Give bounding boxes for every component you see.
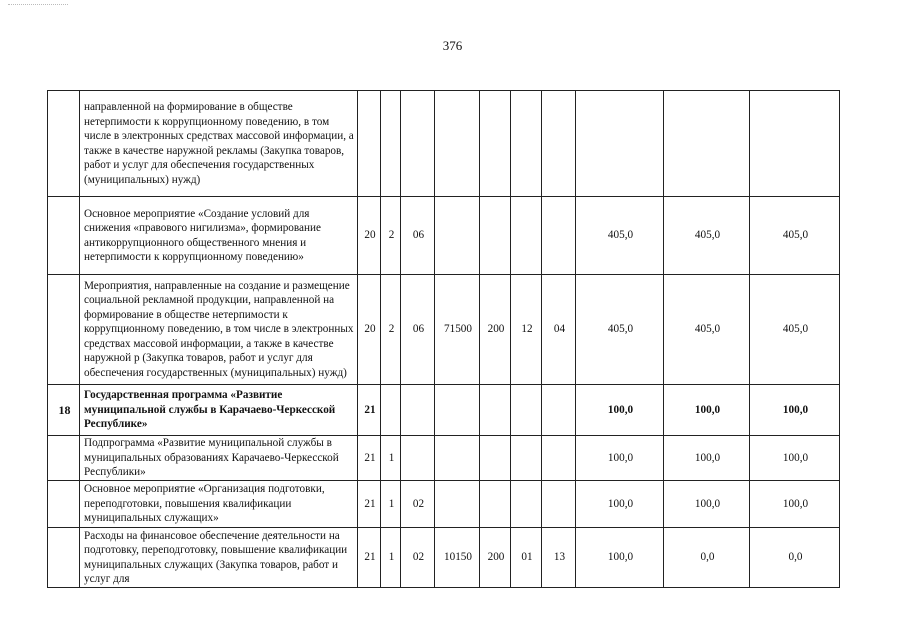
table-row [48, 197, 840, 275]
amount-year-1: 405,0 [576, 197, 664, 275]
code-direction [435, 385, 480, 436]
code-direction: 10150 [435, 528, 480, 588]
amount-year-3: 405,0 [750, 197, 840, 275]
budget-table [47, 90, 840, 588]
amount-year-1: 405,0 [576, 275, 664, 385]
code-subprogram: 1 [381, 481, 401, 528]
code-direction [435, 91, 480, 197]
row-number [48, 275, 80, 385]
row-description: направленной на формирование в обществе нетерпимости к коррупционному поведению, в том числе в электронных средствах массовой информации, а также в качестве наружной рекламы (Закупка товаров, работ и услуг для обеспечения государственных (муниципальных) нужд) [80, 91, 358, 197]
row-description: Расходы на финансовое обеспечение деятельности на подготовку, переподготовку, повышение квалификации муниципальных служащих (Закупка товаров, работ и услуг для [80, 528, 358, 588]
row-description: Мероприятия, направленные на создание и размещение социальной рекламной продукции, направленной на формирование в обществе нетерпимости к коррупционному поведению, в том числе в электронных средствах массовой информации, а также в качестве наружной р (Закупка товаров, работ и услуг для обеспечения государственных (муниципальных) нужд) [80, 275, 358, 385]
table-row [48, 275, 840, 385]
amount-year-2: 405,0 [664, 275, 750, 385]
code-program: 21 [358, 436, 381, 481]
amount-year-2: 100,0 [664, 481, 750, 528]
code-expense-type [480, 436, 511, 481]
code-expense-type [480, 91, 511, 197]
code-direction [435, 436, 480, 481]
row-number [48, 528, 80, 588]
code-direction: 71500 [435, 275, 480, 385]
amount-year-2: 405,0 [664, 197, 750, 275]
code-subsection [542, 197, 576, 275]
code-subsection [542, 385, 576, 436]
table-row [48, 91, 840, 197]
code-activity [401, 385, 435, 436]
code-expense-type [480, 385, 511, 436]
table-row [48, 385, 840, 436]
code-expense-type: 200 [480, 275, 511, 385]
code-program: 21 [358, 528, 381, 588]
code-program: 20 [358, 275, 381, 385]
code-subprogram: 1 [381, 528, 401, 588]
code-direction [435, 481, 480, 528]
code-program: 20 [358, 197, 381, 275]
amount-year-1: 100,0 [576, 385, 664, 436]
amount-year-3 [750, 91, 840, 197]
code-subprogram [381, 91, 401, 197]
amount-year-3: 100,0 [750, 481, 840, 528]
code-subsection [542, 481, 576, 528]
code-subprogram [381, 385, 401, 436]
amount-year-1: 100,0 [576, 481, 664, 528]
code-subprogram: 1 [381, 436, 401, 481]
code-activity: 06 [401, 197, 435, 275]
row-number: 18 [48, 385, 80, 436]
row-description: Основное мероприятие «Создание условий для снижения «правового нигилизма», формирование антикоррупционного общественного мнения и нетерпимости к коррупционному поведению» [80, 197, 358, 275]
table-row [48, 436, 840, 481]
row-number [48, 436, 80, 481]
code-subsection: 13 [542, 528, 576, 588]
scan-artifact [8, 4, 68, 7]
table-row [48, 528, 840, 588]
amount-year-2: 100,0 [664, 436, 750, 481]
code-section [511, 436, 542, 481]
code-subsection: 04 [542, 275, 576, 385]
code-activity: 02 [401, 528, 435, 588]
amount-year-3: 0,0 [750, 528, 840, 588]
row-number [48, 91, 80, 197]
code-expense-type [480, 481, 511, 528]
amount-year-3: 405,0 [750, 275, 840, 385]
code-subprogram: 2 [381, 275, 401, 385]
code-section [511, 481, 542, 528]
table-row [48, 481, 840, 528]
amount-year-3: 100,0 [750, 385, 840, 436]
code-subsection [542, 91, 576, 197]
table-body [48, 91, 840, 588]
code-subsection [542, 436, 576, 481]
row-number [48, 197, 80, 275]
code-section [511, 385, 542, 436]
code-program: 21 [358, 385, 381, 436]
amount-year-3: 100,0 [750, 436, 840, 481]
row-description: Подпрограмма «Развитие муниципальной службы в муниципальных образованиях Карачаево-Черкесской Республики» [80, 436, 358, 481]
code-subprogram: 2 [381, 197, 401, 275]
code-expense-type [480, 197, 511, 275]
amount-year-1: 100,0 [576, 528, 664, 588]
amount-year-1: 100,0 [576, 436, 664, 481]
row-number [48, 481, 80, 528]
code-section [511, 91, 542, 197]
page-number: 376 [442, 38, 463, 53]
code-section: 01 [511, 528, 542, 588]
code-activity [401, 436, 435, 481]
code-activity: 06 [401, 275, 435, 385]
code-program [358, 91, 381, 197]
row-description: Основное мероприятие «Организация подготовки, переподготовки, повышения квалификации муниципальных служащих» [80, 481, 358, 528]
row-description: Государственная программа «Развитие муниципальной службы в Карачаево-Черкесской Республике» [80, 385, 358, 436]
code-section: 12 [511, 275, 542, 385]
code-section [511, 197, 542, 275]
amount-year-1 [576, 91, 664, 197]
amount-year-2: 100,0 [664, 385, 750, 436]
code-expense-type: 200 [480, 528, 511, 588]
code-activity [401, 91, 435, 197]
code-program: 21 [358, 481, 381, 528]
code-activity: 02 [401, 481, 435, 528]
amount-year-2: 0,0 [664, 528, 750, 588]
amount-year-2 [664, 91, 750, 197]
code-direction [435, 197, 480, 275]
